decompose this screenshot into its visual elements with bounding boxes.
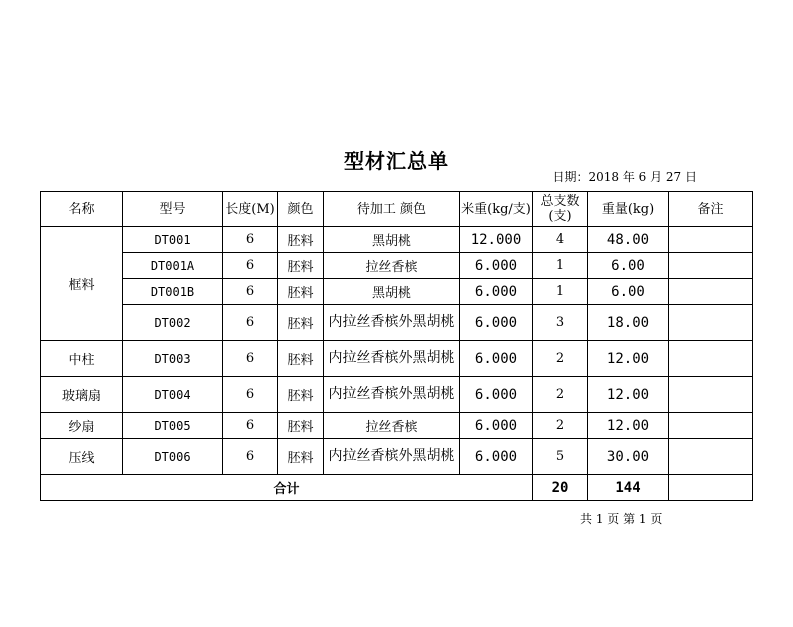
cell-length: 6 (223, 341, 278, 377)
cell-length: 6 (223, 413, 278, 439)
cell-remark (669, 279, 753, 305)
cell-count: 3 (533, 305, 588, 341)
table-row (41, 279, 753, 305)
cell-meter-weight: 6.000 (460, 413, 533, 439)
cell-process-color: 黑胡桃 (324, 227, 460, 253)
cell-length: 6 (223, 227, 278, 253)
header-meter-weight: 米重(kg/支) (460, 192, 533, 227)
cell-remark (669, 305, 753, 341)
cell-weight: 30.00 (588, 439, 669, 475)
header-color: 颜色 (278, 192, 324, 227)
cell-length: 6 (223, 439, 278, 475)
header-total-count: 总支数(支) (533, 192, 588, 227)
cell-remark (669, 227, 753, 253)
cell-name: 框料 (41, 227, 123, 341)
total-label: 合计 (41, 475, 533, 501)
cell-model: DT006 (123, 439, 223, 475)
page-title: 型材汇总单 (344, 149, 449, 173)
cell-count: 5 (533, 439, 588, 475)
table-row (41, 227, 753, 253)
cell-color: 胚料 (278, 253, 324, 279)
cell-remark (669, 253, 753, 279)
cell-color: 胚料 (278, 413, 324, 439)
cell-model: DT005 (123, 413, 223, 439)
cell-color: 胚料 (278, 227, 324, 253)
table-row (41, 305, 753, 341)
cell-name: 玻璃扇 (41, 377, 123, 413)
cell-remark (669, 341, 753, 377)
cell-process-color: 拉丝香槟 (324, 413, 460, 439)
table-body (41, 227, 753, 475)
cell-model: DT003 (123, 341, 223, 377)
table-row (41, 253, 753, 279)
cell-model: DT001A (123, 253, 223, 279)
cell-meter-weight: 6.000 (460, 439, 533, 475)
total-remark (669, 475, 753, 501)
total-row (41, 475, 753, 501)
total-count: 20 (533, 475, 588, 501)
cell-count: 1 (533, 253, 588, 279)
header-model: 型号 (123, 192, 223, 227)
cell-count: 2 (533, 341, 588, 377)
cell-meter-weight: 6.000 (460, 377, 533, 413)
cell-count: 1 (533, 279, 588, 305)
cell-meter-weight: 6.000 (460, 279, 533, 305)
cell-meter-weight: 6.000 (460, 305, 533, 341)
cell-color: 胚料 (278, 341, 324, 377)
cell-meter-weight: 6.000 (460, 253, 533, 279)
total-weight: 144 (588, 475, 669, 501)
header-remark: 备注 (669, 192, 753, 227)
cell-length: 6 (223, 253, 278, 279)
cell-process-color: 拉丝香槟 (324, 253, 460, 279)
header-process-color: 待加工 颜色 (324, 192, 460, 227)
cell-remark (669, 377, 753, 413)
cell-remark (669, 413, 753, 439)
cell-model: DT001B (123, 279, 223, 305)
cell-name: 压线 (41, 439, 123, 475)
header-row (41, 192, 753, 227)
cell-process-color: 内拉丝香槟外黑胡桃 (324, 377, 460, 413)
table-row (41, 377, 753, 413)
table-row (41, 341, 753, 377)
header-length: 长度(M) (223, 192, 278, 227)
cell-meter-weight: 6.000 (460, 341, 533, 377)
cell-length: 6 (223, 279, 278, 305)
cell-process-color: 内拉丝香槟外黑胡桃 (324, 341, 460, 377)
cell-name: 中柱 (41, 341, 123, 377)
cell-process-color: 内拉丝香槟外黑胡桃 (324, 439, 460, 475)
cell-model: DT004 (123, 377, 223, 413)
header-name: 名称 (41, 192, 123, 227)
cell-weight: 6.00 (588, 279, 669, 305)
cell-count: 4 (533, 227, 588, 253)
cell-weight: 48.00 (588, 227, 669, 253)
cell-meter-weight: 12.000 (460, 227, 533, 253)
cell-remark (669, 439, 753, 475)
cell-process-color: 黑胡桃 (324, 279, 460, 305)
header-weight: 重量(kg) (588, 192, 669, 227)
cell-model: DT001 (123, 227, 223, 253)
cell-weight: 12.00 (588, 413, 669, 439)
cell-length: 6 (223, 377, 278, 413)
cell-length: 6 (223, 305, 278, 341)
cell-color: 胚料 (278, 439, 324, 475)
cell-process-color: 内拉丝香槟外黑胡桃 (324, 305, 460, 341)
cell-count: 2 (533, 377, 588, 413)
date-label: 日期：2018 年 6 月 27 日 (552, 170, 697, 184)
cell-model: DT002 (123, 305, 223, 341)
table-row (41, 413, 753, 439)
cell-count: 2 (533, 413, 588, 439)
cell-color: 胚料 (278, 377, 324, 413)
cell-weight: 12.00 (588, 377, 669, 413)
cell-color: 胚料 (278, 279, 324, 305)
cell-color: 胚料 (278, 305, 324, 341)
cell-weight: 6.00 (588, 253, 669, 279)
table-row (41, 439, 753, 475)
cell-name: 纱扇 (41, 413, 123, 439)
page-footer: 共 1 页 第 1 页 (580, 512, 663, 526)
cell-weight: 12.00 (588, 341, 669, 377)
summary-table (40, 191, 753, 501)
cell-weight: 18.00 (588, 305, 669, 341)
